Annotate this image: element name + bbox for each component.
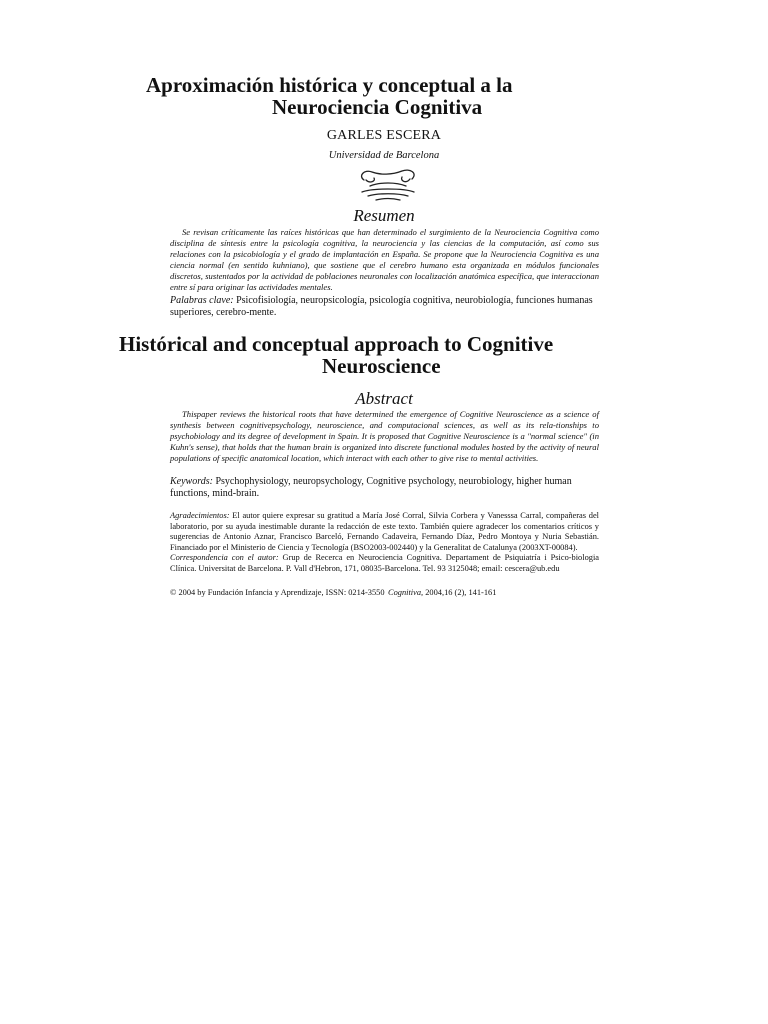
footnotes [170, 511, 599, 575]
abstract-body [170, 409, 599, 464]
keywords-label-en: Keywords: [170, 476, 213, 487]
spanish-title [130, 74, 650, 118]
acknowledgements-text: El autor quiere expresar su gratitud a María José Corral, Silvia Corbera y Vanesssa Carral, compañeras del laboratorio, por su ayuda inestimable durante la redacción de este texto. También quiere agradecer los comentarios críticos y sugerencias de Antonio Aznar, Francisco Barceló, Fernando Cadaveira, Fernando Díaz, Pedro Montoya y Nuria Sebastián. Financiado por el Ministerio de Ciencia y Tecnología (BSO2003-002440) y la Generalitat de Catalunya (2003XT-00084). [170, 511, 599, 552]
abstract-text: Thispaper reviews the historical roots that have determined the emergence of Cognitive Neuroscience as a science of synthesis between cognitivepsychology, neuroscience, and computacional sciences, as well as its rela-tionships to psychobiology and its degree of development in Spain. It is proposed that Cognitive Neuroscience is a "normal science" (in Kuhn's sense), that holds that the human brain is organized into discrete functional modules hosted by the activity of neural populations of specific anatomical location, which interact with each other to give rise to mental activities. [170, 409, 599, 464]
english-title [119, 333, 639, 377]
abstract-heading: Abstract [355, 389, 413, 408]
correspondence-text: Grup de Recerca en Neurociencia Cognitiva. Departament de Psiquiatría i Psico-biologia Clínica. Universitat de Barcelona. P. Vall d'Hebron, 171, 08035-Barcelona. Tel. 93 3125048; email: cescera@ub.edu [170, 553, 599, 573]
abstract-keywords [170, 476, 599, 499]
resumen-heading: Resumen [353, 206, 415, 225]
keywords-en: Psychophysiology, neuropsychology, Cognitive psychology, neurobiology, higher human functions, mind-brain. [170, 476, 572, 499]
ornament-icon [356, 166, 420, 202]
author-affiliation: Universidad de Barcelona [328, 150, 440, 161]
citation-detail: 2004,16 (2), 141-161 [425, 588, 497, 597]
correspondence-label: Correspondencia con el autor: [170, 553, 279, 563]
resumen-body [170, 227, 599, 294]
spanish-title-line-2: Neurociencia Cognitiva [272, 95, 483, 119]
acknowledgements-label: Agradecimientos: [170, 511, 230, 520]
english-title-line-2: Neuroscience [322, 354, 441, 378]
resumen-keywords [170, 295, 599, 318]
spanish-title-line-1: Aproximación histórica y conceptual a la [146, 73, 513, 97]
resumen-text: Se revisan críticamente las raíces históricas que han determinado el surgimiento de la Neurociencia Cognitiva como disciplina de síntesis entre la psicología cognitiva, la neurociencia y las ciencias de la computación, así como sus relaciones con la psicobiología y el grado de implantación en España. Se propone que la Neurociencia Cognitiva es una ciencia normal (en sentido kuhniano), que sostiene que el cerebro humano esta organizada en módulos funcionales discretos, sustentados por la actividad de poblaciones neuronales con localización anatómica específica, que interaccionan entre sí para originar las actividades mentales. [170, 227, 599, 293]
journal-name: Cognitiva, [388, 588, 424, 597]
correspondence [170, 553, 599, 574]
publication-footer [170, 588, 610, 597]
author-name: GARLES ESCERA [326, 128, 442, 143]
keywords-label-es: Palabras clave: [170, 295, 234, 306]
keywords-es: Psicofisiología, neuropsicología, psicología cognitiva, neurobiología, funciones humanas superiores, cerebro-mente. [170, 295, 593, 318]
english-title-line-1: Histórical and conceptual approach to Cognitive [119, 332, 554, 356]
journal-citation [388, 588, 496, 597]
copyright-line: © 2004 by Fundación Infancia y Aprendizaje, ISSN: 0214-3550 [170, 588, 385, 597]
acknowledgements [170, 511, 599, 553]
